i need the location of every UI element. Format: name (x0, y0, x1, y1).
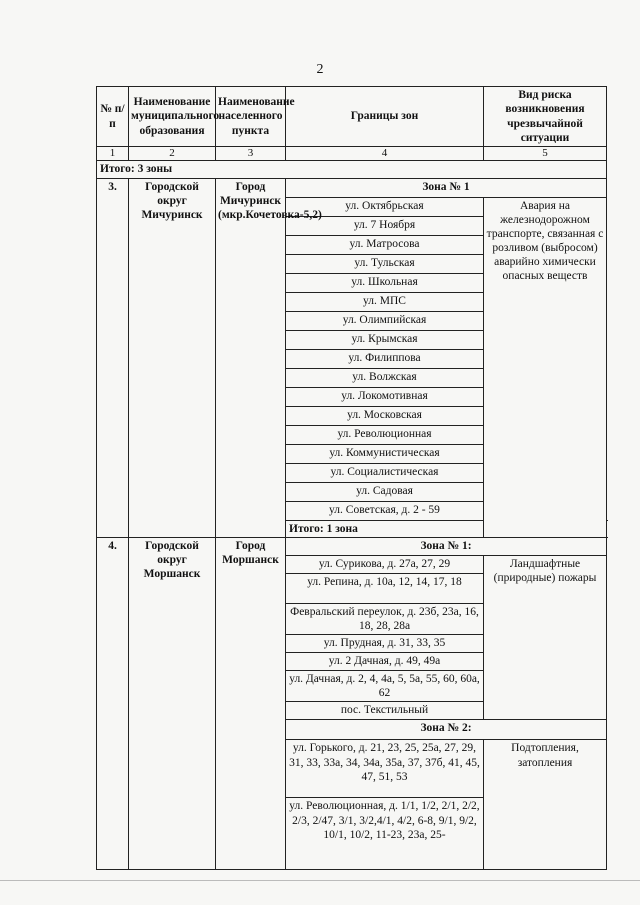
entry-number: 3. (97, 179, 129, 538)
street-cell: ул. Школьная (286, 274, 484, 293)
street-cell: ул. Матросова (286, 236, 484, 255)
zone-title: Зона № 1: (286, 538, 607, 556)
street-cell: ул. Локомотивная (286, 388, 484, 407)
street-cell: Февральский переулок, д. 23б, 23а, 16, 18, 28, 28а (286, 604, 484, 635)
risk-cell: Ландшафтные (природные) пожары (484, 556, 607, 720)
page-bottom-line (0, 880, 640, 881)
settlement-name: Город Мичуринск (мкр.Кочетовка-5,2) (216, 179, 286, 538)
header-zone-borders: Границы зон (286, 87, 484, 147)
column-number: 2 (129, 147, 216, 161)
street-cell: ул. Прудная, д. 31, 33, 35 (286, 635, 484, 653)
street-cell: ул. Волжская (286, 369, 484, 388)
risk-cell: Подтопления, затопления (484, 740, 607, 870)
column-number: 4 (286, 147, 484, 161)
total-row: Итого: 1 зона (286, 521, 607, 538)
zone-title: Зона № 2: (286, 720, 607, 740)
emergency-zones-table (96, 86, 607, 870)
street-cell: ул. Садовая (286, 483, 484, 502)
municipality-name: Городской округ Мичуринск (129, 179, 216, 538)
column-number: 3 (216, 147, 286, 161)
street-cell: ул. Тульская (286, 255, 484, 274)
street-cell: ул. Филиппова (286, 350, 484, 369)
risk-cell: Авария на железнодорожном транспорте, связанная с розливом (выбросом) аварийно химически опасных веществ (484, 198, 607, 538)
street-cell: ул. Сурикова, д. 27а, 27, 29 (286, 556, 484, 574)
header-municipality: Наименование муниципального образования (129, 87, 216, 147)
street-cell: ул. Революционная (286, 426, 484, 445)
street-cell: ул. Коммунистическая (286, 445, 484, 464)
street-cell: ул. Репина, д. 10а, 12, 14, 17, 18 (286, 574, 484, 604)
street-cell: ул. Советская, д. 2 - 59 (286, 502, 484, 521)
header-number: № п/п (97, 87, 129, 147)
column-number: 1 (97, 147, 129, 161)
street-cell: пос. Текстильный (286, 702, 484, 720)
header-risk-type: Вид риска возникновения чрезвычайной ситуации (484, 87, 607, 147)
column-number: 5 (484, 147, 607, 161)
settlement-name: Город Моршанск (216, 538, 286, 870)
street-cell: ул. Октябрьская (286, 198, 484, 217)
street-cell: ул. МПС (286, 293, 484, 312)
street-cell: ул. Социалистическая (286, 464, 484, 483)
street-cell: ул. 7 Ноября (286, 217, 484, 236)
municipality-name: Городской округ Моршанск (129, 538, 216, 870)
street-cell: ул. Московская (286, 407, 484, 426)
street-cell: ул. Олимпийская (286, 312, 484, 331)
street-cell: ул. Крымская (286, 331, 484, 350)
page-number: 2 (316, 62, 324, 77)
zone-title: Зона № 1 (286, 179, 607, 198)
street-cell: ул. Революционная, д. 1/1, 1/2, 2/1, 2/2, 2/3, 2/47, 3/1, 3/2,4/1, 4/2, 6-8, 9/1, 9/2, 10/1, 10/2, 11-23, 23а, 25- (286, 798, 484, 870)
entry-number: 4. (97, 538, 129, 870)
total-row: Итого: 3 зоны (97, 161, 607, 179)
street-cell: ул. Горького, д. 21, 23, 25, 25а, 27, 29, 31, 33, 33а, 34, 34а, 35а, 37, 37б, 41, 45, 47, 51, 53 (286, 740, 484, 798)
street-cell: ул. Дачная, д. 2, 4, 4а, 5, 5а, 55, 60, 60а, 62 (286, 671, 484, 702)
header-settlement: Наименование населенного пункта (216, 87, 286, 147)
street-cell: ул. 2 Дачная, д. 49, 49а (286, 653, 484, 671)
